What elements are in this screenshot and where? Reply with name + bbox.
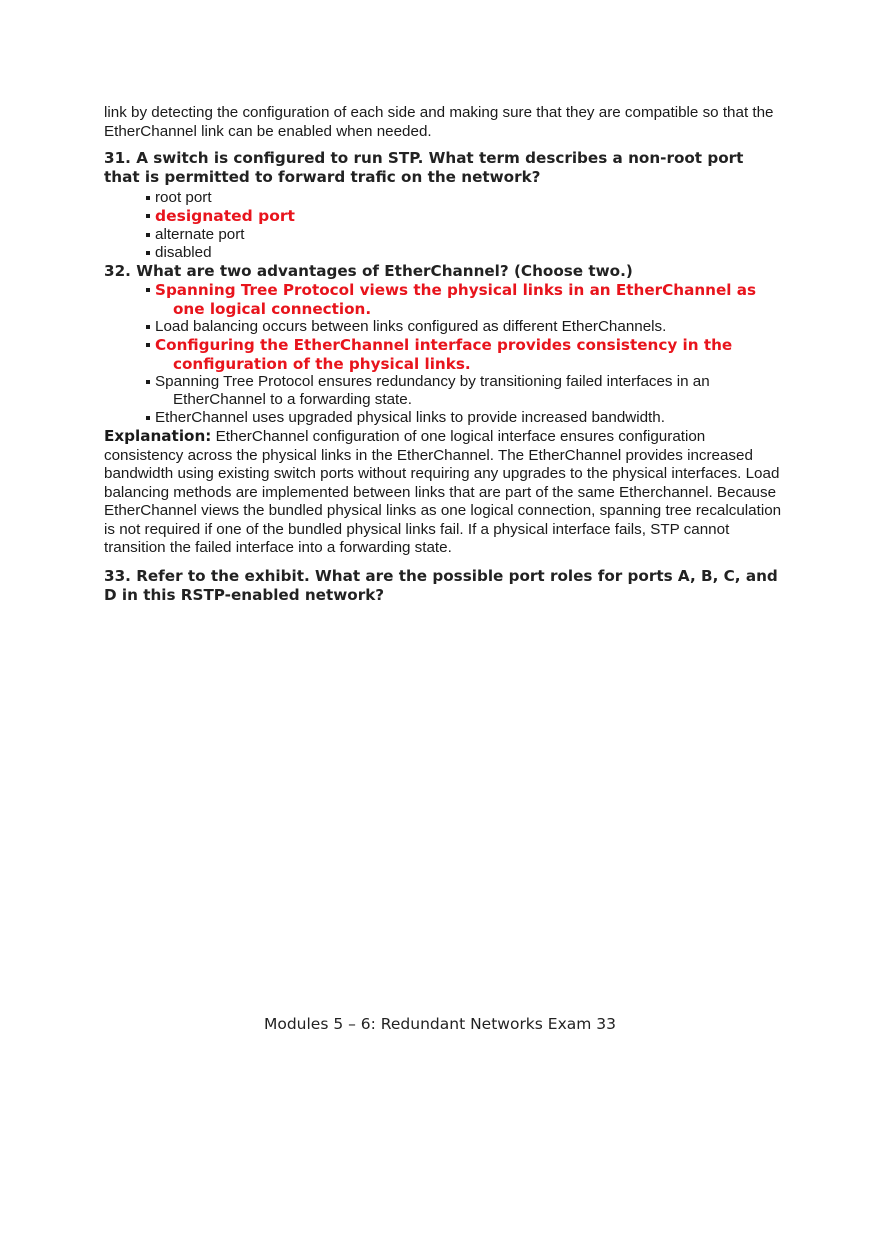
q32-option-4: Spanning Tree Protocol ensures redundancy by transitioning failed interfaces in an EtherChannel to a forwarding state. xyxy=(146,373,784,409)
q32-option-5: EtherChannel uses upgraded physical links to provide increased bandwidth. xyxy=(146,409,784,427)
q32-option-3-correct: Configuring the EtherChannel interface provides consistency in the configuration of the physical links. xyxy=(146,336,784,373)
exhibit-caption: Modules 5 – 6: Redundant Networks Exam 33 xyxy=(263,1015,617,1033)
q31-option-2-correct: designated port xyxy=(146,207,784,226)
q32-option-2: Load balancing occurs between links configured as different EtherChannels. xyxy=(146,318,784,336)
question-32: 32. What are two advantages of EtherChannel? (Choose two.) xyxy=(104,262,633,280)
explanation-label: Explanation: xyxy=(104,427,212,445)
q32-option-1-correct: Spanning Tree Protocol views the physical links in an EtherChannel as one logical connection. xyxy=(146,281,784,318)
question-33: 33. Refer to the exhibit. What are the possible port roles for ports A, B, C, and D in this RSTP-enabled network? xyxy=(104,566,778,604)
q32-options xyxy=(104,281,784,427)
explanation-text: EtherChannel configuration of one logical interface ensures configuration consistency across the physical links in the EtherChannel. The EtherChannel provides increased bandwidth using existing switch ports without requiring any upgrades to the physical interfaces. Load balancing methods are implemented between links that are part of the same Etherchannel. Because EtherChannel views the bundled physical links as one logical connection, spanning tree recalculation is not required if one of the bundled physical links fail. If a physical interface fails, STP cannot transition the failed interface into a forwarding state. xyxy=(104,428,782,556)
q31-options xyxy=(104,189,784,262)
q31-option-3: alternate port xyxy=(146,226,784,244)
question-31: 31. A switch is configured to run STP. What term describes a non-root port that is permitted to forward traﬁc on the network? xyxy=(104,149,744,186)
q31-option-1: root port xyxy=(146,189,784,207)
q31-option-4: disabled xyxy=(146,244,784,262)
intro-paragraph: link by detecting the configuration of each side and making sure that they are compatible so that the EtherChannel link can be enabled when needed. xyxy=(104,104,774,140)
document-page xyxy=(104,104,784,605)
explanation-paragraph xyxy=(104,427,784,558)
